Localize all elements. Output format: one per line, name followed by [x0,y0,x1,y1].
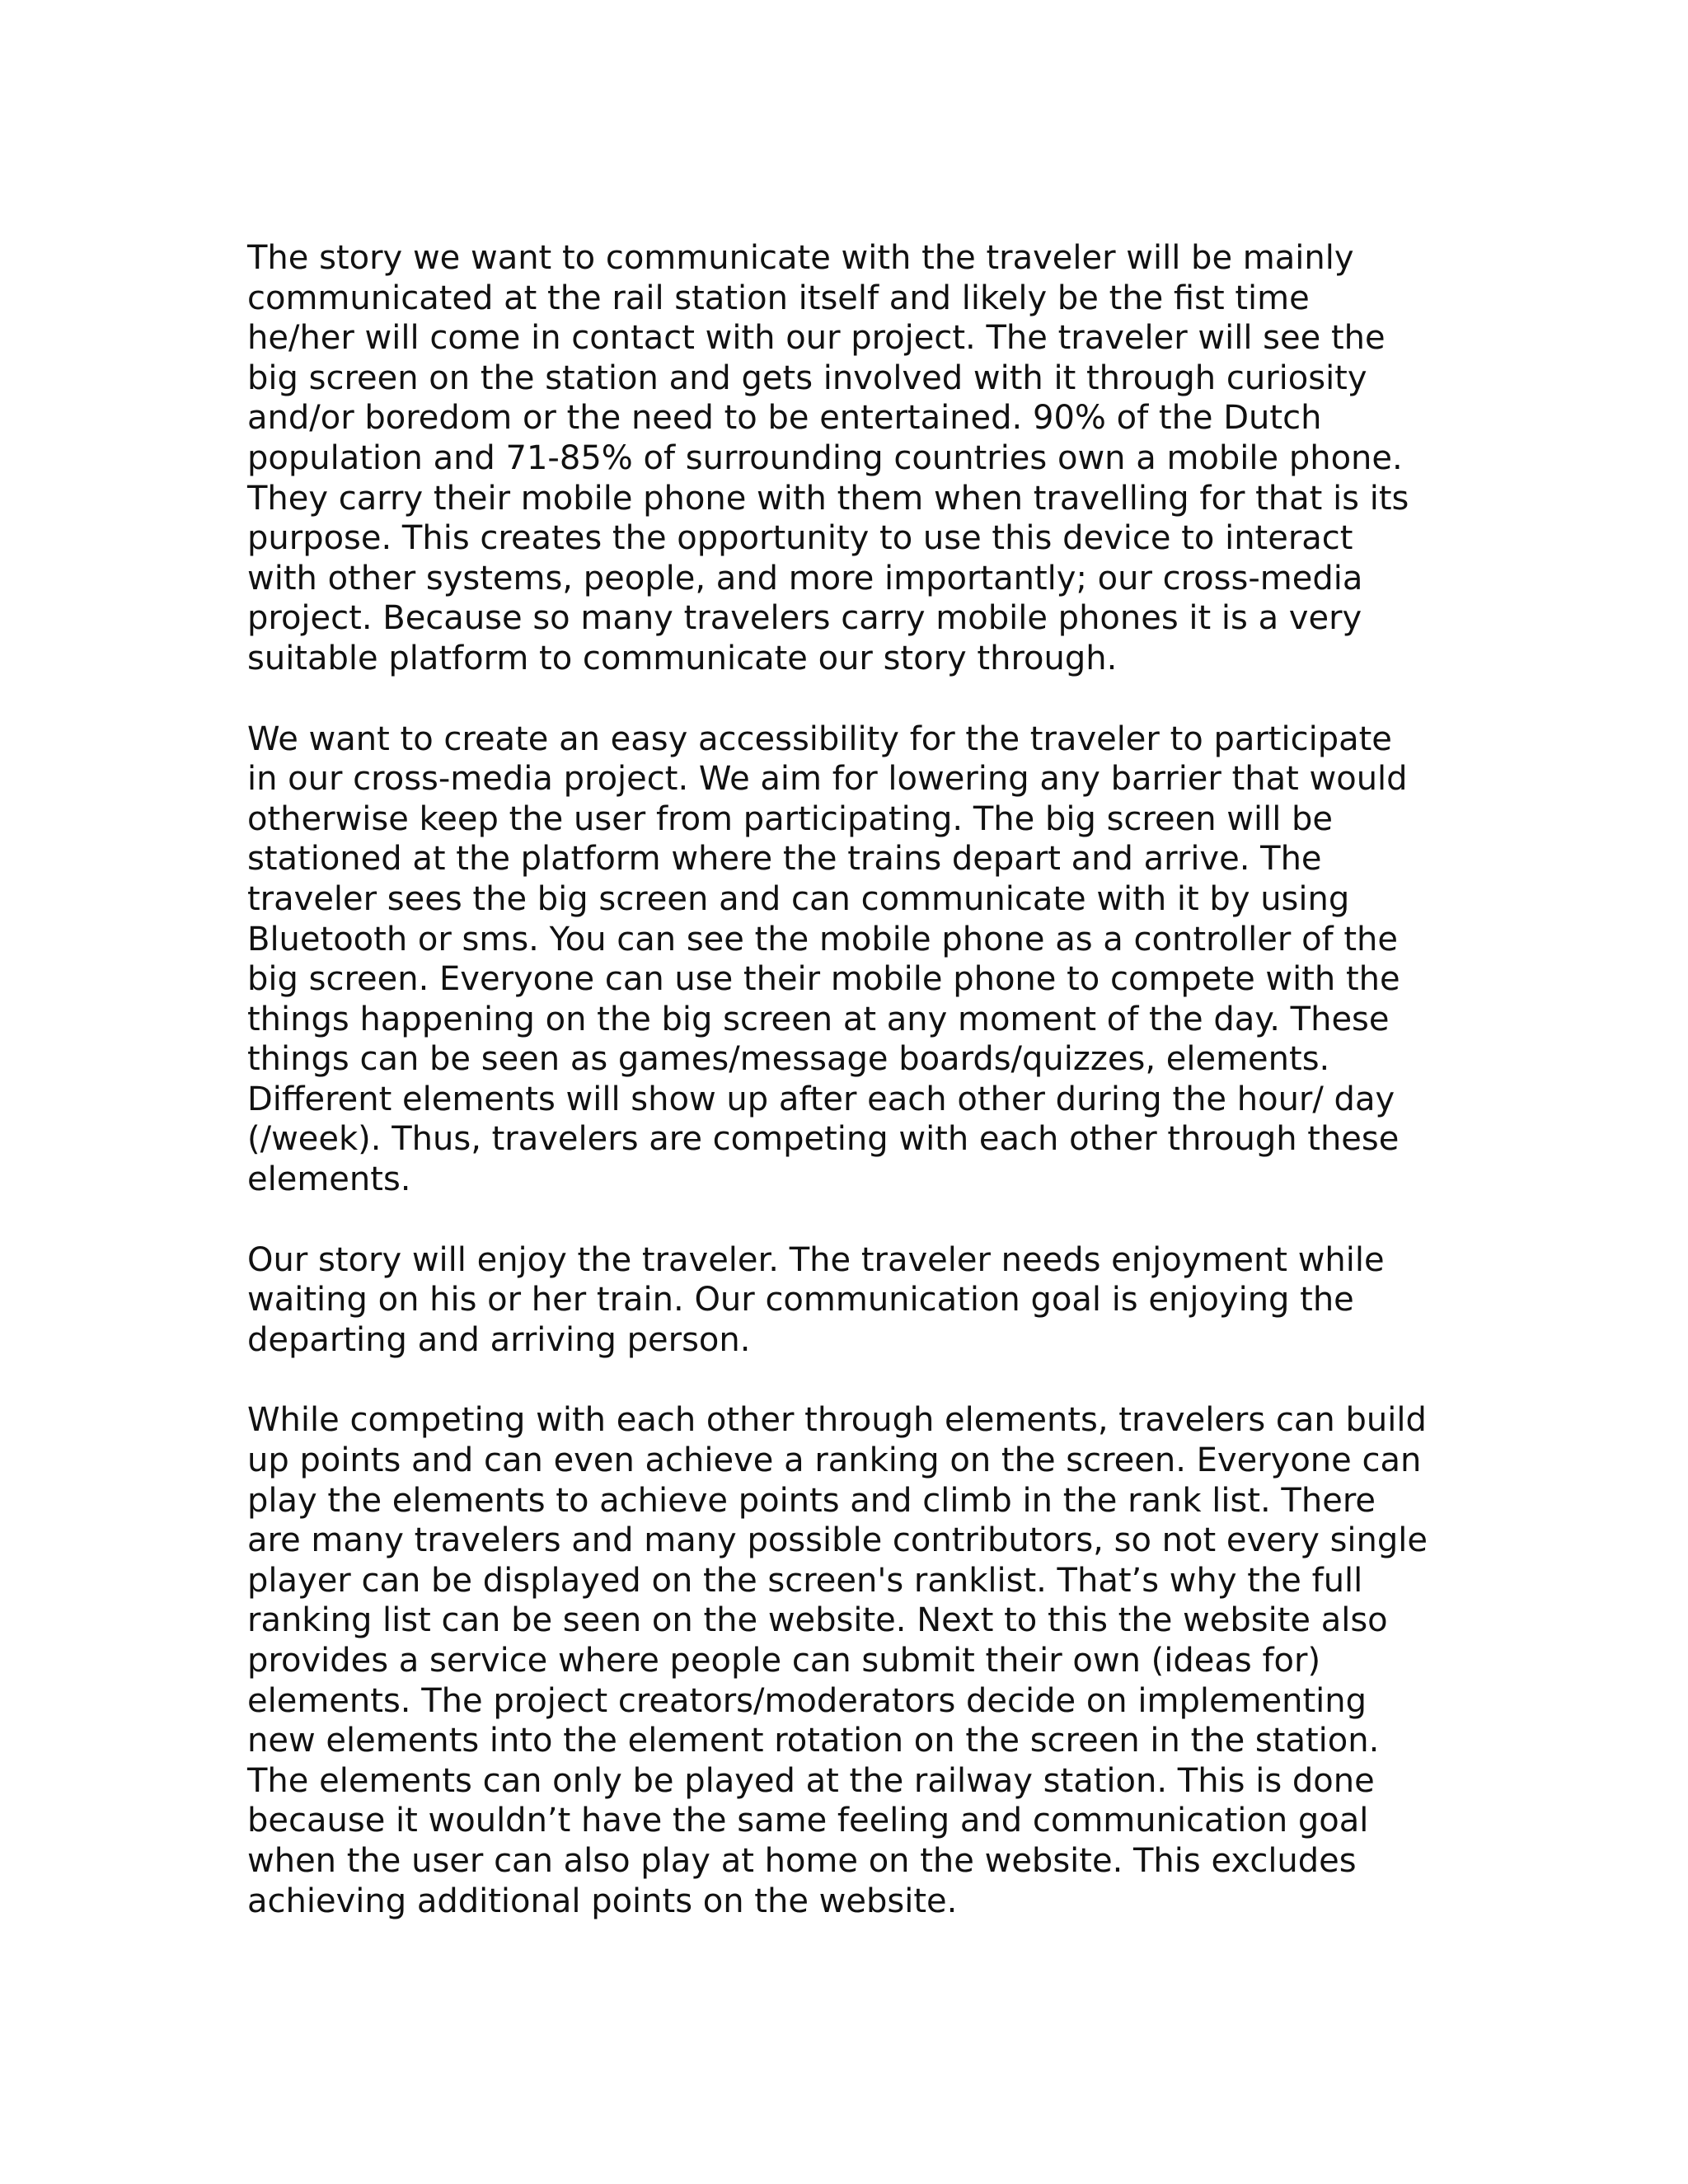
text-line: Bluetooth or sms. You can see the mobile phone as a controller of the [247,920,1398,958]
text-line: ranking list can be seen on the website. Next to this the website also [247,1601,1388,1640]
text-line: because it wouldn’t have the same feeling and communication goal [247,1802,1369,1840]
text-line: While competing with each other through elements, travelers can build [247,1401,1427,1440]
text-line: and/or boredom or the need to be entertained. 90% of the Dutch [247,399,1322,438]
text-line: We want to create an easy accessibility for the traveler to participate [247,719,1392,758]
text-line: Our story will enjoy the traveler. The traveler needs enjoyment while [247,1240,1385,1279]
paragraph-2 [247,719,1451,1200]
text-line: play the elements to achieve points and climb in the rank list. There [247,1481,1376,1520]
text-line: up points and can even achieve a ranking on the screen. Everyone can [247,1441,1422,1480]
text-line: (/week). Thus, travelers are competing with each other through these [247,1120,1400,1159]
text-line: communicated at the rail station itself and likely be the fist time [247,279,1310,317]
text-line: They carry their mobile phone with them when travelling for that is its [247,479,1409,518]
text-line: things happening on the big screen at any moment of the day. These [247,1000,1390,1038]
text-line: traveler sees the big screen and can communicate with it by using [247,879,1350,918]
text-line: big screen. Everyone can use their mobile phone to compete with the [247,960,1400,999]
paragraph-1 [247,238,1451,679]
text-line: project. Because so many travelers carry mobile phones it is a very [247,599,1362,638]
text-line: elements. [247,1160,411,1199]
text-line: player can be displayed on the screen's ranklist. That’s why the full [247,1561,1363,1600]
text-line: big screen on the station and gets involved with it through curiosity [247,359,1367,397]
text-line: purpose. This creates the opportunity to use this device to interact [247,519,1353,558]
text-line: are many travelers and many possible contributors, so not every single [247,1521,1428,1560]
paragraph-4 [247,1400,1451,1921]
text-line: waiting on his or her train. Our communication goal is enjoying the [247,1281,1354,1319]
text-line: provides a service where people can submit their own (ideas for) [247,1642,1321,1680]
text-line: stationed at the platform where the trains depart and arrive. The [247,840,1322,879]
body-text [247,238,1451,1961]
text-line: otherwise keep the user from participating. The big screen will be [247,799,1334,838]
text-line: Different elements will show up after each other during the hour/ day [247,1080,1395,1118]
text-line: elements. The project creators/moderators decide on implementing [247,1681,1367,1720]
text-line: with other systems, people, and more importantly; our cross-media [247,559,1363,598]
text-line: new elements into the element rotation on the screen in the station. [247,1722,1380,1760]
text-line: The elements can only be played at the railway station. This is done [247,1761,1375,1800]
text-line: departing and arriving person. [247,1320,751,1359]
text-line: in our cross-media project. We aim for lowering any barrier that would [247,760,1408,799]
text-line: achieving additional points on the website. [247,1882,958,1920]
text-line: things can be seen as games/message boards/quizzes, elements. [247,1040,1330,1079]
text-line: when the user can also play at home on the website. This excludes [247,1841,1357,1880]
text-line: The story we want to communicate with the traveler will be mainly [247,239,1354,277]
text-line: he/her will come in contact with our project. The traveler will see the [247,319,1386,358]
paragraph-3 [247,1240,1451,1361]
text-line: population and 71-85% of surrounding countries own a mobile phone. [247,438,1403,477]
text-line: suitable platform to communicate our story through. [247,639,1118,677]
